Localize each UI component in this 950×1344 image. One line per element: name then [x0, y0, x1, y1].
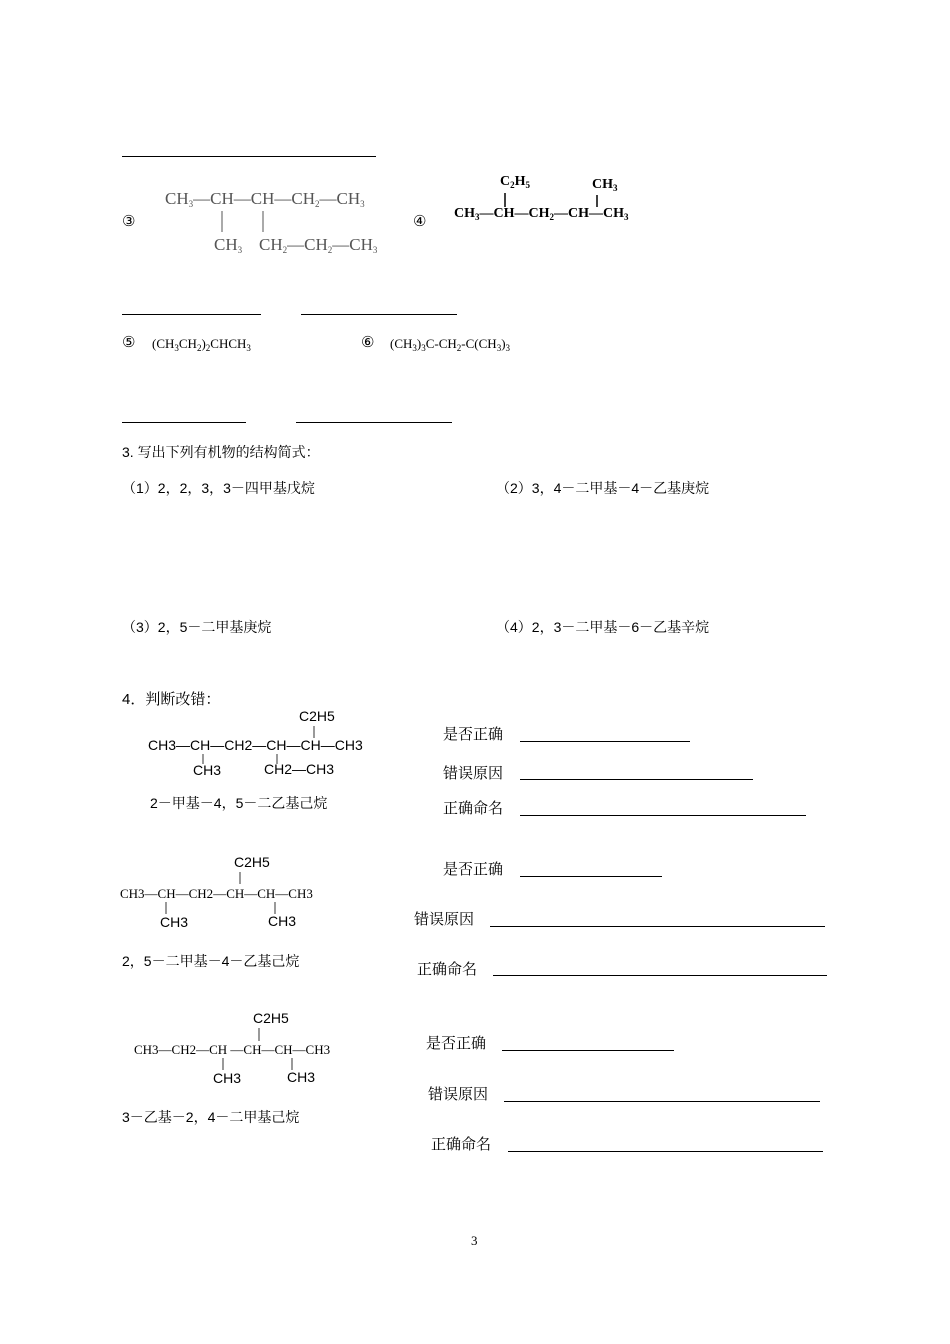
- s1-bottom1: CH3: [193, 762, 222, 778]
- s1-correct-label: 是否正确: [443, 726, 504, 743]
- s2-top: C2H5: [234, 854, 270, 870]
- structure-3: $CH_3—CH—CH—CH_2—CH_3$: [165, 189, 365, 209]
- s3-main: CH3—CH2—CH —CH—CH—CH3: [134, 1042, 331, 1057]
- q4-title: 4．判断改错：: [122, 691, 221, 708]
- marker-3: ③: [122, 214, 136, 230]
- q3-item-4: （4）2，3－二甲基－6－乙基辛烷: [496, 619, 710, 635]
- s2-main: CH3—CH—CH2—CH—CH—CH3: [120, 886, 313, 901]
- s1-reason-label: 错误原因: [443, 765, 504, 782]
- s1-main: CH3—CH—CH2—CH—CH—CH3: [148, 737, 363, 753]
- s1-top: C2H5: [299, 708, 335, 724]
- s3-reason-label: 错误原因: [428, 1086, 489, 1103]
- structure-3-branch1: $CH_3$: [214, 235, 243, 255]
- s1-rename-label: 正确命名: [443, 800, 504, 817]
- page-number: 3: [471, 1233, 478, 1248]
- s3-correct-blank[interactable]: [502, 1050, 674, 1051]
- structure-4-main: $CH_3—CH—CH_2—CH—CH_3$: [454, 206, 629, 222]
- s3-name: 3－乙基－2，4－二甲基己烷: [122, 1109, 300, 1125]
- s2-correct-label: 是否正确: [443, 861, 504, 878]
- s3-bottom2: CH3: [287, 1069, 316, 1085]
- structure-4-branch1: $C_2H_5$: [500, 174, 531, 190]
- s3-correct-label: 是否正确: [426, 1035, 487, 1052]
- s1-name: 2－甲基－4，5－二乙基己烷: [150, 795, 328, 811]
- s2-name: 2，5－二甲基－4－乙基己烷: [122, 953, 300, 969]
- s2-reason-label: 错误原因: [414, 911, 475, 928]
- q3-item-3: （3）2，5－二甲基庚烷: [122, 619, 272, 635]
- marker-5: ⑤: [122, 335, 136, 351]
- q3-item-2: （2）3，4－二甲基－4－乙基庚烷: [496, 480, 710, 496]
- q3-title: 3. 写出下列有机物的结构简式：: [122, 444, 320, 460]
- s3-top: C2H5: [253, 1010, 289, 1026]
- formula-5: $(CH_3CH_2)_2CHCH_3$: [152, 336, 251, 353]
- s1-bottom2: CH2—CH3: [264, 761, 335, 777]
- formula-6: $(CH_3)_3C-CH_2-C(CH_3)_3$: [390, 336, 511, 353]
- s3-bottom1: CH3: [213, 1070, 242, 1086]
- structure-3-branch2: $CH_2—CH_2—CH_3$: [259, 235, 378, 255]
- s3-rename-label: 正确命名: [431, 1136, 492, 1153]
- s2-rename-label: 正确命名: [417, 961, 478, 978]
- s2-bottom1: CH3: [160, 914, 189, 930]
- s3-rename-blank[interactable]: [508, 1151, 823, 1152]
- marker-6: ⑥: [361, 335, 375, 351]
- structure-4-branch2: $CH_3$: [592, 177, 618, 193]
- marker-4: ④: [413, 214, 427, 230]
- s3-reason-blank[interactable]: [504, 1101, 820, 1102]
- q3-item-1: （1）2，2，3，3－四甲基戊烷: [122, 480, 315, 496]
- s2-bottom2: CH3: [268, 913, 297, 929]
